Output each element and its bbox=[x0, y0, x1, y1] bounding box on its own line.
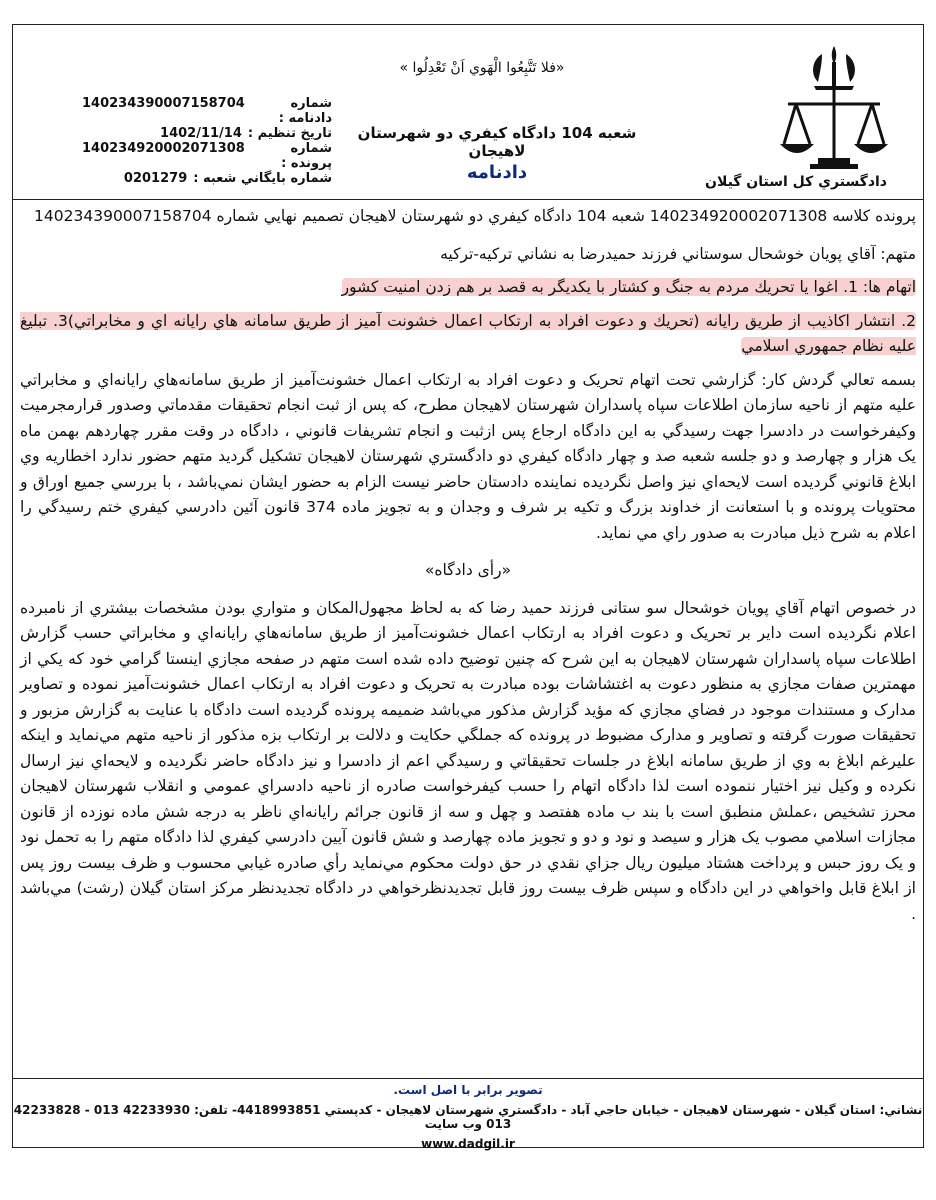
certified-copy-note: تصوير برابر با اصل است. bbox=[393, 1083, 543, 1097]
meta-row-verdict-number bbox=[82, 96, 332, 126]
court-address: نشاني: استان گيلان - شهرستان لاهيجان - خيابان حاجي آباد - دادگستري شهرستان لاهيجان - كدپستي 4418993851- تلفن: 42233930 013 - 42233828 013 وب سايت bbox=[13, 1103, 923, 1131]
meta-label: شماره بايگاني شعبه : bbox=[193, 171, 332, 186]
verdict-heading: «رأی دادگاه» bbox=[424, 561, 512, 579]
court-branch: شعبه 104 دادگاه كيفري دو شهرستان لاهيجان bbox=[357, 124, 637, 160]
meta-row-case-number bbox=[82, 141, 332, 171]
document-title: دادنامه bbox=[466, 162, 528, 183]
meta-label: شماره پرونده : bbox=[281, 141, 332, 171]
case-line: پرونده كلاسه 140234920002071308 شعبه 104 دادگاه كيفري دو شهرستان لاهيجان تصميم نهايي شماره 140234390007158704 bbox=[34, 207, 916, 225]
meta-value: 0201279 bbox=[123, 171, 188, 186]
document-body bbox=[20, 204, 916, 927]
proceedings-paragraph: بسمه تعالي گردش كار: گزارشي تحت اتهام تحريک و دعوت افراد به ارتكاب اعمال خشونت‌آميز از طريق سامانه‌هاي رايانه‌اي و مخابراتي عليه متهم از ناحيه سازمان اطلاعات سپاه پاسداران شهرستان لاهيجان مطرح، كه پس از ثبت انجام تحقيقات مقدماتي وصدور قرارمجرميت وكيفرخواست در دادسرا جهت رسيدگي به اين دادگاه ارجاع پس ازثبت و انجام تشريفات قانوني ، دادگاه در وقت مقرر چهاردهم بهمن ماه يک هزار و چهارصد و دو جلسه شعبه صد و چهار دادگاه كيفري دو دادگستري شهرستان لاهيجان تشكيل گرديد متهم حضور ندارد اخطاريه وي ابلاغ قانوني گرديده است لايحه‌اي نيز واصل نگرديده نماينده دادستان حاضر نيست الزام به حضور ايشان نمي‌باشد ، با بررسي جميع اوراق و محتويات پرونده و با استعانت از خداوند بزرگ و تكيه بر شرف و وجدان و به تجويز ماده 374 قانون آئين دادرسي كيفري ختم رسيدگي را اعلام به شرح ذيل مبادرت به صدور راي مي نمايد. bbox=[20, 370, 916, 542]
accused-line: متهم: آقاي پويان خوشحال سوستاني فرزند حميدرضا به نشاني تركيه-تركيه bbox=[440, 244, 916, 263]
court-name: دادگستري كل استان گيلان bbox=[705, 174, 887, 190]
meta-row-date bbox=[82, 126, 332, 141]
charge-2-highlighted: 2. انتشار اكاذيب از طريق رايانه (تحريك و دعوت افراد به ارتكاب اعمال خشونت آميز از طريق سامانه هاي رايانه اي و مخابراتي)3. تبليغ عليه نظام جمهوري اسلامي bbox=[20, 311, 916, 355]
quran-verse: «فلا تَتَّبِعُوا الْهَوي اَنْ تَعْدِلُوا » bbox=[399, 60, 565, 76]
website-link[interactable]: www.dadgil.ir bbox=[421, 1137, 515, 1151]
meta-value: 1402/11/14 bbox=[160, 126, 242, 141]
iran-emblem-scales-icon bbox=[774, 38, 894, 178]
document-footer bbox=[12, 1078, 924, 1151]
charge-1-highlighted: اتهام ها: 1. اغوا يا تحريك مردم به جنگ و كشتار با يكديگر به قصد بر هم زدن امنيت كشور bbox=[341, 278, 916, 296]
document-header bbox=[12, 24, 924, 200]
verdict-paragraph: در خصوص اتهام آقاي پويان خوشحال سو ستانی فرزند حمید رضا كه به لحاظ مجهول‌المكان و متواري بودن مشخصات بيشتري از نامبرده اعلام نگرديده است داير بر تحريک و دعوت افراد به ارتكاب اعمال خشونت‌آميز از طريق سامانه‌هاي رايانه‌اي و مخابراتي حسب گزارش اطلاعات سپاه پاسداران شهرستان لاهيجان به اين شرح كه چنين توضيح داده شده است متهم در صفحه مجازي اينستا گرامي خود كه يكي از مهمترين صفات مجازي به منظور دعوت به اغتشاشات بوده مبادرت به تحريک و دعوت افراد به ارتكاب اعمال خشونت‌آميز نموده و تصاوير مدارک و مستندات موجود در فضاي مجازي كه مؤيد گزارش مذكور مي‌باشد ضميمه پرونده گرديده است دادگاه با عنايت به گزارش مزبور و تحقيقات صورت گرفته و تصاوير و مدارک مضبوط در پرونده كه جملگي حكايت و دلالت بر ارتكاب بزه مذكور از ناحيه متهم مي‌نمايد و اينكه عليرغم ابلاغ به وي از طريق سامانه ابلاغ در جلسات تحقيقاتي و رسيدگي اعم از دادسرا و نيز دادگاه حاضر نگرديده و لايحه‌اي نيز ارسال نكرده و وكيل نيز اختيار ننموده است لذا دادگاه اتهام را حسب كيفرخواست صادره از ناحيه دادسراي عمومي و انقلاب شهرستان لاهيجان محرز تشخيص ،عملش منطبق است با بند ب ماده هفتصد و چهل و سه از قانون جرائم رايانه‌اي ناظر به درجه شش ماده نوزده از قانون مجازات اسلامي مصوب يک هزار و سيصد و نود و دو و تجويز ماده چهارصد و شش قانون آيين دادرسي كيفري لذا دادگاه متهم را به تحمل نود و يک روز حبس و پرداخت هشتاد ميليون ريال جزاي نقدي در حق دولت محكوم مي‌نمايد رأي صادره غيابي محسوب و ظرف بيست روز پس از ابلاغ قابل واخواهي در اين دادگاه و سپس ظرف بيست روز قابل تجديدنظرخواهي در دادگاه تجديدنظر مركز استان گيلان (رشت) مي‌باشد . bbox=[20, 598, 916, 923]
meta-row-archive-number bbox=[82, 171, 332, 186]
meta-label: تاريخ تنظيم : bbox=[247, 126, 332, 141]
case-metadata bbox=[82, 96, 332, 186]
meta-value: 140234390007158704 bbox=[82, 96, 245, 111]
meta-value: 140234920002071308 bbox=[82, 141, 245, 156]
meta-label: شماره دادنامه : bbox=[278, 96, 332, 126]
